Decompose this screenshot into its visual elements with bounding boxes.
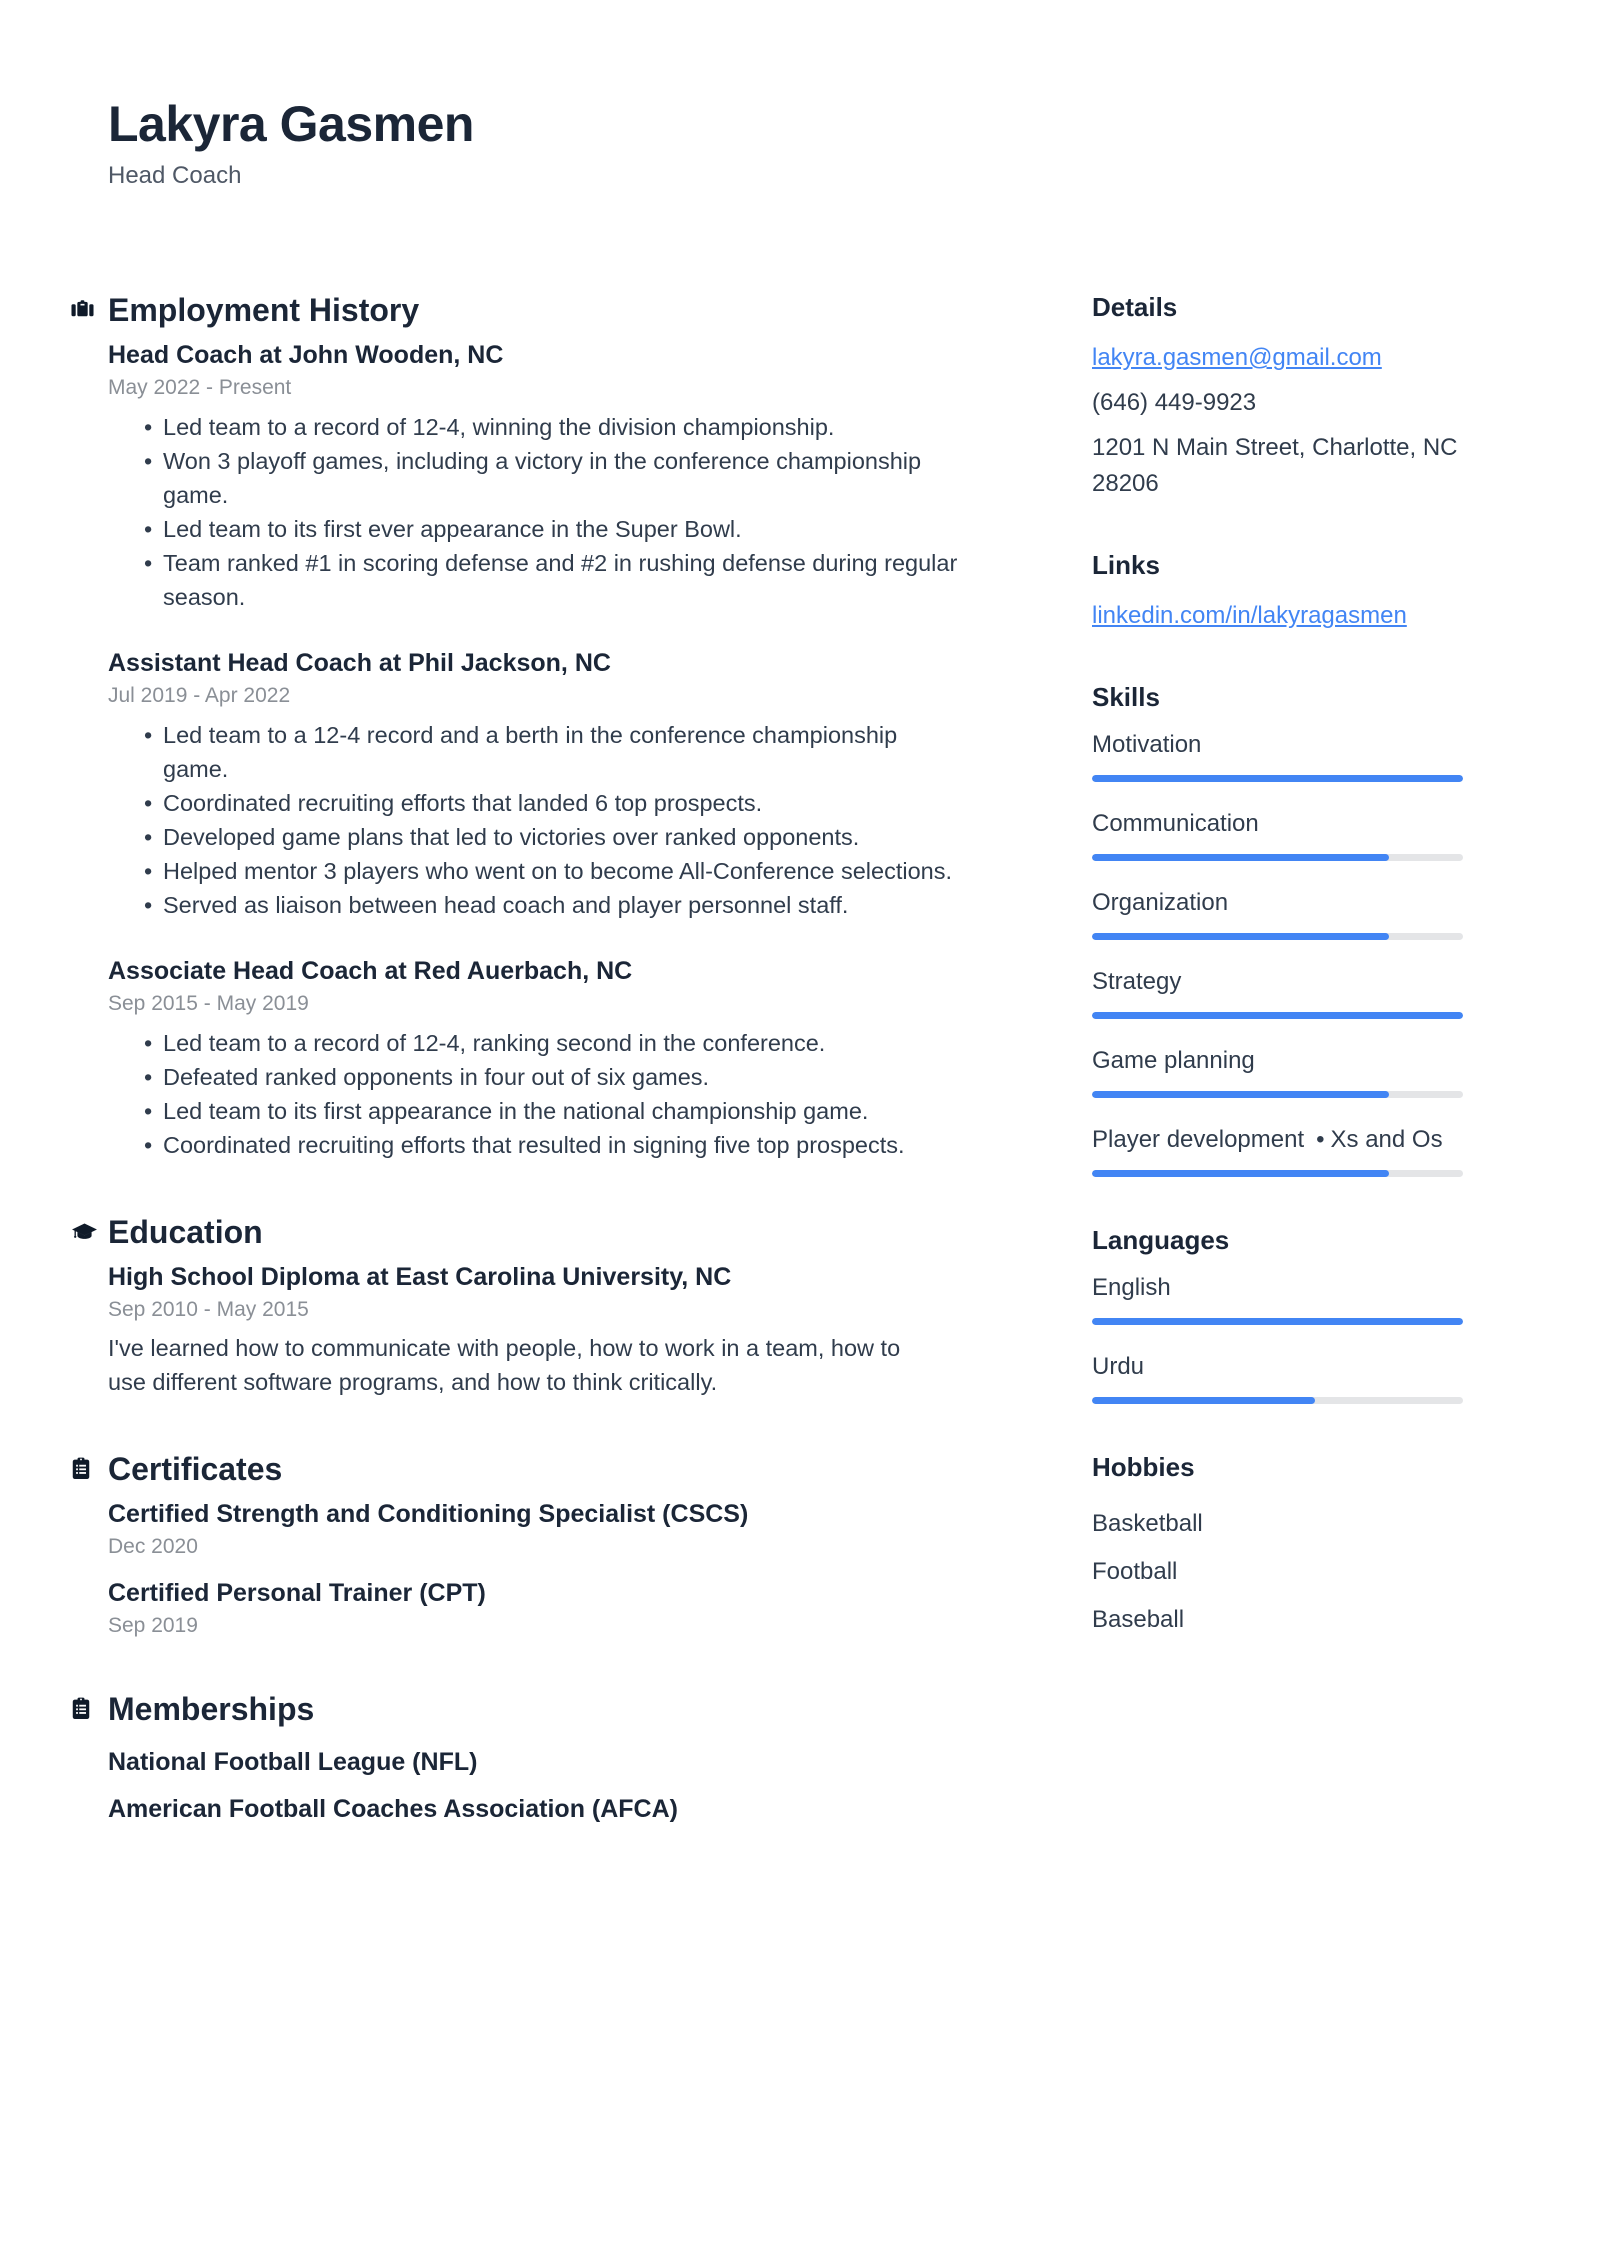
section-heading-text: Memberships: [108, 1691, 315, 1727]
job-bullet: • Led team to a record of 12-4, winning the division championship.: [108, 410, 968, 444]
language-item: [1092, 1352, 1463, 1404]
skill-bar-fill: [1092, 854, 1389, 861]
email-row: [1092, 340, 1463, 376]
skill-label: Game planning: [1092, 1047, 1255, 1074]
skill-bar: [1092, 775, 1463, 782]
linkedin-link[interactable]: linkedin.com/in/lakyragasmen: [1092, 602, 1407, 629]
hobby-item: Football: [1092, 1558, 1178, 1585]
skill-item: [1092, 730, 1463, 782]
skill-label: Communication: [1092, 810, 1259, 837]
hobby-item: Baseball: [1092, 1606, 1185, 1633]
job-title: Head Coach at John Wooden, NC: [108, 341, 504, 369]
job-bullet: • Helped mentor 3 players who went on to become All-Conference selections.: [108, 854, 968, 888]
job-bullets: [108, 718, 968, 922]
sidebar-section-details: [1092, 290, 1463, 502]
skill-bar-fill: [1092, 775, 1463, 782]
skill-item: [1092, 1125, 1463, 1177]
sidebar-section-skills: [1092, 680, 1463, 1177]
language-label: English: [1092, 1274, 1171, 1301]
person-name: Lakyra Gasmen: [108, 96, 474, 152]
job-bullet: • Defeated ranked opponents in four out of six games.: [108, 1060, 968, 1094]
email-link[interactable]: lakyra.gasmen@gmail.com: [1092, 344, 1382, 371]
job-title: Associate Head Coach at Red Auerbach, NC: [108, 957, 633, 985]
education-heading: [108, 1212, 1000, 1252]
employment-heading: [108, 290, 1000, 330]
membership-entry: National Football League (NFL): [108, 1748, 478, 1776]
language-bar-fill: [1092, 1397, 1315, 1404]
section-heading-text: Certificates: [108, 1451, 283, 1487]
job-bullets: [108, 410, 968, 614]
skill-bar: [1092, 1012, 1463, 1019]
links-heading: Links: [1092, 550, 1160, 580]
address: 1201 N Main Street, Charlotte, NC 28206: [1092, 434, 1458, 497]
sidebar-section-hobbies: [1092, 1450, 1463, 1644]
job-title: Assistant Head Coach at Phil Jackson, NC: [108, 649, 611, 677]
certificate-entry: [108, 1578, 1000, 1639]
skill-bar-fill: [1092, 1091, 1389, 1098]
skill-bar: [1092, 933, 1463, 940]
education-title: High School Diploma at East Carolina University, NC: [108, 1263, 732, 1291]
job-bullet: • Coordinated recruiting efforts that resulted in signing five top prospects.: [108, 1128, 968, 1162]
certificate-title: Certified Strength and Conditioning Specialist (CSCS): [108, 1500, 749, 1528]
job-bullet: • Led team to a record of 12-4, ranking second in the conference.: [108, 1026, 968, 1060]
education-date: Sep 2010 - May 2015: [108, 1298, 309, 1321]
certificate-date: Sep 2019: [108, 1614, 198, 1637]
job-bullets: [108, 1026, 968, 1162]
languages-heading: Languages: [1092, 1225, 1230, 1255]
sidebar-section-links: [1092, 548, 1463, 634]
skill-label: Player development: [1092, 1126, 1305, 1153]
job-bullet: • Led team to its first ever appearance in the Super Bowl.: [108, 512, 968, 546]
certificate-entry: [108, 1499, 1000, 1560]
content-columns: [108, 290, 1463, 1833]
briefcase-icon: [71, 298, 94, 321]
main-column: [108, 290, 1000, 1833]
certificate-title: Certified Personal Trainer (CPT): [108, 1579, 486, 1607]
details-heading: Details: [1092, 292, 1178, 322]
skill-bar-fill: [1092, 933, 1389, 940]
skills-heading: Skills: [1092, 682, 1160, 712]
job-entry: [108, 956, 1000, 1162]
job-bullet: • Developed game plans that led to victories over ranked opponents.: [108, 820, 968, 854]
skill-label: Strategy: [1092, 968, 1182, 995]
section-heading-text: Education: [108, 1214, 263, 1250]
hobby-item: Basketball: [1092, 1510, 1203, 1537]
memberships-heading: [108, 1689, 1000, 1729]
language-label: Urdu: [1092, 1353, 1145, 1380]
skill-label-secondary: Xs and Os: [1330, 1126, 1443, 1153]
skill-item: [1092, 967, 1463, 1019]
skill-label-row: [1092, 1125, 1463, 1155]
skill-bar: [1092, 1170, 1463, 1177]
sidebar-section-languages: [1092, 1223, 1463, 1404]
language-bar-fill: [1092, 1318, 1463, 1325]
job-bullet: • Led team to a 12-4 record and a berth in the conference championship game.: [108, 718, 968, 786]
certificates-heading: [108, 1449, 1000, 1489]
hobbies-heading: Hobbies: [1092, 1452, 1195, 1482]
job-date: Jul 2019 - Apr 2022: [108, 684, 291, 707]
job-date: Sep 2015 - May 2019: [108, 992, 309, 1015]
skill-item: [1092, 1046, 1463, 1098]
certificate-date: Dec 2020: [108, 1535, 198, 1558]
membership-entry: American Football Coaches Association (AFCA): [108, 1795, 678, 1823]
skill-bar: [1092, 854, 1463, 861]
sidebar: [1092, 290, 1463, 1833]
language-bar: [1092, 1318, 1463, 1325]
education-entry: [108, 1262, 1000, 1399]
job-bullet: • Served as liaison between head coach and player personnel staff.: [108, 888, 968, 922]
clipboard-icon: [71, 1697, 91, 1720]
graduation-cap-icon: [71, 1220, 98, 1243]
education-description: I've learned how to communicate with people, how to work in a team, how to use different software programs, and how to think critically.: [108, 1335, 901, 1395]
skill-item: [1092, 888, 1463, 940]
section-memberships: [108, 1689, 1000, 1833]
section-education: [108, 1212, 1000, 1399]
person-job-title: Head Coach: [108, 162, 242, 189]
section-certificates: [108, 1449, 1000, 1639]
skill-bar: [1092, 1091, 1463, 1098]
skill-separator: •: [1316, 1126, 1325, 1153]
phone-number: (646) 449-9923: [1092, 389, 1257, 416]
skill-label: Organization: [1092, 889, 1229, 916]
skill-bar-fill: [1092, 1012, 1463, 1019]
job-bullet: • Team ranked #1 in scoring defense and #2 in rushing defense during regular season.: [108, 546, 968, 614]
language-bar: [1092, 1397, 1463, 1404]
section-employment: [108, 290, 1000, 1162]
job-entry: [108, 648, 1000, 922]
job-date: May 2022 - Present: [108, 376, 292, 399]
section-heading-text: Employment History: [108, 292, 420, 328]
resume-header: [108, 96, 1463, 191]
job-bullet: • Won 3 playoff games, including a victory in the conference championship game.: [108, 444, 968, 512]
job-bullet: • Led team to its first appearance in the national championship game.: [108, 1094, 968, 1128]
job-entry: [108, 340, 1000, 614]
language-item: [1092, 1273, 1463, 1325]
skill-bar-fill: [1092, 1170, 1389, 1177]
clipboard-icon: [71, 1457, 91, 1480]
skill-label: Motivation: [1092, 731, 1202, 758]
job-bullet: • Coordinated recruiting efforts that landed 6 top prospects.: [108, 786, 968, 820]
skill-item: [1092, 809, 1463, 861]
link-row: [1092, 598, 1463, 634]
